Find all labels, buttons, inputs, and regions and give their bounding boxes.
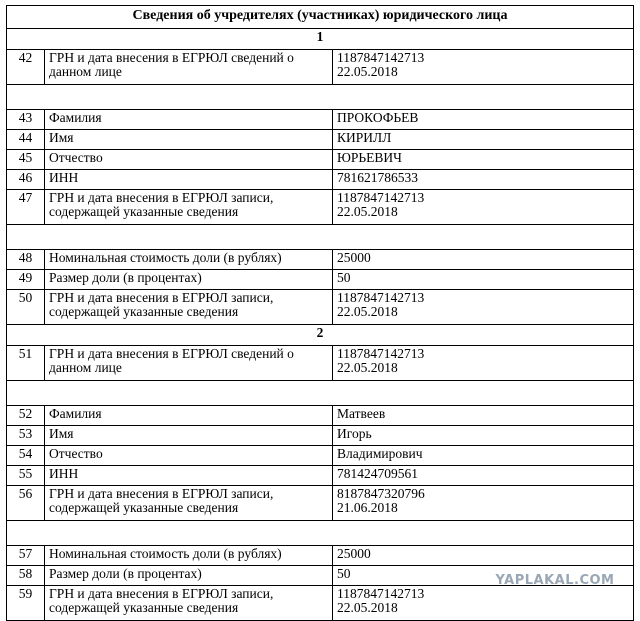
field-value-line: 25000: [337, 250, 371, 265]
spacer-row: [7, 381, 634, 406]
field-label: [45, 110, 333, 130]
field-value: [333, 50, 634, 85]
row-number: [7, 110, 45, 130]
field-value-line: 781424709561: [337, 466, 418, 481]
field-label-line: Отчество: [49, 150, 103, 165]
row-number: [7, 270, 45, 290]
field-label-line: ГРН и дата внесения в ЕГРЮЛ записи,: [49, 486, 274, 501]
field-value-line: 1187847142713: [337, 346, 425, 361]
field-label-line: ГРН и дата внесения в ЕГРЮЛ записи,: [49, 190, 274, 205]
field-label-line: ИНН: [49, 466, 79, 481]
row-number-line: 43: [18, 110, 33, 125]
field-label-line: Номинальная стоимость доли (в рублях): [49, 250, 282, 265]
field-label-line: Номинальная стоимость доли (в рублях): [49, 546, 282, 561]
spacer-cell: [7, 85, 634, 110]
field-label-line: содержащей указанные сведения: [49, 500, 239, 515]
field-value: [333, 466, 634, 486]
spacer-cell: [7, 225, 634, 250]
field-label-line: Размер доли (в процентах): [49, 270, 202, 285]
spacer-row: [7, 85, 634, 110]
row-number-line: 59: [18, 586, 33, 601]
field-value: [333, 150, 634, 170]
table-row: [7, 130, 634, 150]
table-row: [7, 426, 634, 446]
field-value-line: 22.05.2018: [337, 204, 398, 219]
field-label-line: содержащей указанные сведения: [49, 204, 239, 219]
row-number-line: 56: [18, 486, 33, 501]
field-value: [333, 426, 634, 446]
row-number: [7, 250, 45, 270]
field-value-line: ПРОКОФЬЕВ: [337, 110, 419, 125]
field-value-line: 1187847142713: [337, 290, 425, 305]
table-row: [7, 150, 634, 170]
field-label: [45, 566, 333, 586]
row-number: [7, 170, 45, 190]
field-value: [333, 446, 634, 466]
row-number: [7, 486, 45, 521]
table-row: [7, 290, 634, 325]
field-value-line: КИРИЛЛ: [337, 130, 392, 145]
row-number-line: 53: [18, 426, 33, 441]
row-number: [7, 446, 45, 466]
row-number: [7, 566, 45, 586]
field-label-line: Размер доли (в процентах): [49, 566, 202, 581]
field-value-line: 1187847142713: [337, 50, 425, 65]
field-label: [45, 190, 333, 225]
spacer-row: [7, 521, 634, 546]
field-value-line: 50: [337, 566, 351, 581]
table-row: [7, 486, 634, 521]
field-value: [333, 170, 634, 190]
field-value-line: 1187847142713: [337, 190, 425, 205]
founder-section-number: 2: [7, 325, 634, 346]
row-number-line: 47: [18, 190, 33, 205]
row-number-line: 57: [18, 546, 33, 561]
field-value: [333, 190, 634, 225]
field-value: [333, 130, 634, 150]
field-label: [45, 50, 333, 85]
row-number-line: 42: [18, 50, 33, 65]
field-label: [45, 170, 333, 190]
field-value-line: 25000: [337, 546, 371, 561]
field-label: [45, 446, 333, 466]
row-number-line: 44: [18, 130, 33, 145]
field-value-line: 8187847320796: [337, 486, 425, 501]
field-label-line: ГРН и дата внесения в ЕГРЮЛ сведений о: [49, 346, 294, 361]
field-label-line: данном лице: [49, 64, 122, 79]
row-number: [7, 466, 45, 486]
spacer-cell: [7, 381, 634, 406]
field-value: [333, 290, 634, 325]
field-label-line: Имя: [49, 426, 74, 441]
field-label: [45, 346, 333, 381]
table-row: [7, 466, 634, 486]
table-row: [7, 110, 634, 130]
row-number: [7, 426, 45, 446]
field-value: [333, 486, 634, 521]
field-value-line: Матвеев: [337, 406, 386, 421]
table-title-row: [7, 6, 634, 29]
row-number: [7, 546, 45, 566]
row-number: [7, 406, 45, 426]
field-label: [45, 130, 333, 150]
spacer-cell: [7, 521, 634, 546]
field-label-line: содержащей указанные сведения: [49, 304, 239, 319]
field-label: [45, 586, 333, 621]
field-value: [333, 250, 634, 270]
row-number: [7, 50, 45, 85]
field-label: [45, 546, 333, 566]
field-label-line: ГРН и дата внесения в ЕГРЮЛ записи,: [49, 290, 274, 305]
field-value: [333, 110, 634, 130]
field-label: [45, 150, 333, 170]
field-value: [333, 270, 634, 290]
row-number-line: 45: [18, 150, 33, 165]
row-number: [7, 346, 45, 381]
row-number: [7, 190, 45, 225]
row-number: [7, 586, 45, 621]
field-label: [45, 270, 333, 290]
table-row: [7, 546, 634, 566]
field-label-line: Отчество: [49, 446, 103, 461]
field-value: [333, 406, 634, 426]
row-number-line: 58: [18, 566, 33, 581]
row-number-line: 55: [18, 466, 33, 481]
row-number: [7, 290, 45, 325]
table-title: Сведения об учредителях (участниках) юридического лица: [7, 6, 634, 29]
table-row: [7, 346, 634, 381]
field-value: [333, 546, 634, 566]
founders-table-body: [7, 6, 634, 621]
row-number-line: 46: [18, 170, 33, 185]
table-row: [7, 406, 634, 426]
row-number-line: 51: [18, 346, 33, 361]
site-watermark: YAPLAKAL.COM: [495, 572, 615, 588]
field-value-line: 21.06.2018: [337, 500, 398, 515]
table-row: [7, 50, 634, 85]
field-label: [45, 426, 333, 446]
row-number: [7, 130, 45, 150]
field-label-line: ИНН: [49, 170, 79, 185]
field-value-line: 781621786533: [337, 170, 418, 185]
field-label-line: ГРН и дата внесения в ЕГРЮЛ записи,: [49, 586, 274, 601]
field-label: [45, 250, 333, 270]
field-label-line: ГРН и дата внесения в ЕГРЮЛ сведений о: [49, 50, 294, 65]
row-number-line: 52: [18, 406, 33, 421]
field-label-line: содержащей указанные сведения: [49, 600, 239, 615]
field-label: [45, 406, 333, 426]
table-row: [7, 250, 634, 270]
field-value-line: ЮРЬЕВИЧ: [337, 150, 402, 165]
field-value-line: 22.05.2018: [337, 360, 398, 375]
field-label-line: данном лице: [49, 360, 122, 375]
founder-section-row: [7, 325, 634, 346]
field-label-line: Фамилия: [49, 110, 102, 125]
field-value-line: Владимирович: [337, 446, 423, 461]
field-label: [45, 486, 333, 521]
founder-section-number: 1: [7, 29, 634, 50]
table-row: [7, 190, 634, 225]
spacer-row: [7, 225, 634, 250]
row-number-line: 49: [18, 270, 33, 285]
field-value-line: Игорь: [337, 426, 372, 441]
row-number-line: 54: [18, 446, 33, 461]
founder-section-row: [7, 29, 634, 50]
field-value-line: 22.05.2018: [337, 304, 398, 319]
field-value-line: 22.05.2018: [337, 64, 398, 79]
field-label-line: Имя: [49, 130, 74, 145]
field-value: [333, 346, 634, 381]
table-row: [7, 446, 634, 466]
row-number: [7, 150, 45, 170]
table-row: [7, 170, 634, 190]
field-label: [45, 290, 333, 325]
founders-table: [6, 5, 634, 621]
table-row: [7, 270, 634, 290]
field-value-line: 1187847142713: [337, 586, 425, 601]
field-value-line: 22.05.2018: [337, 600, 398, 615]
row-number-line: 48: [18, 250, 33, 265]
field-label: [45, 466, 333, 486]
row-number-line: 50: [18, 290, 33, 305]
field-label-line: Фамилия: [49, 406, 102, 421]
field-value-line: 50: [337, 270, 351, 285]
